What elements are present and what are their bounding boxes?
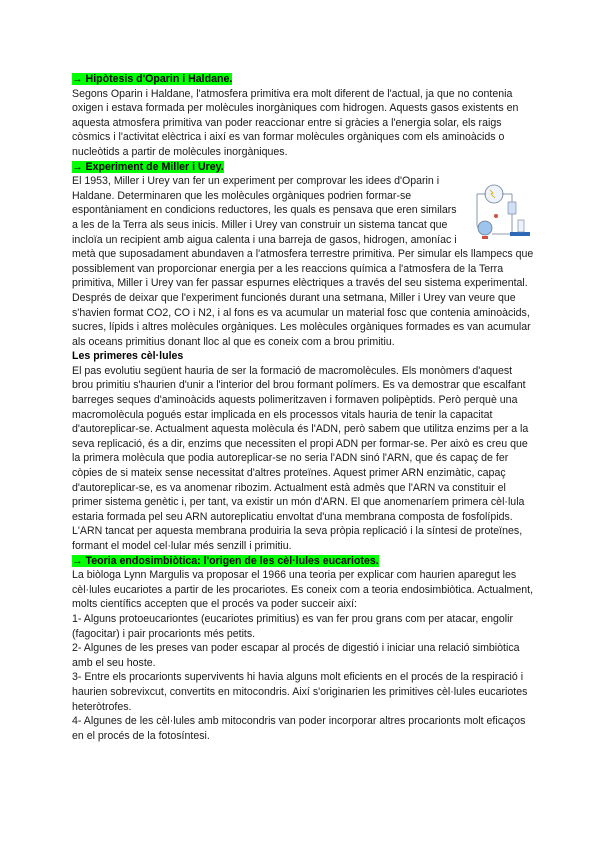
first-cells-paragraph: El pas evolutiu següent hauria de ser la formació de macromolècules. Els monòmers d'aquest brou primitiu s'haurien d'unir a l'interior del brou formant polímers. Es va demostrar que escalfant barreges seques d'aminoàcids aquests polimeritzaven i formaven polipèptids. Però perquè una macromolècula pogués estar implicada en els processos vitals hauria de tenir la capacitat d'autoreplicar-se. Actualment aquesta molècula és l'ADN, però sabem que utilitza enzims per a la seva replicació, és a dir, enzims que necessiten el propi ADN per formar-se. Per això es creu que la primera molècula que podia autoreplicar-se no seria l'ADN sinó l'ARN, que és capaç de fer còpies de si mateix sense necessitat d'altres proteïnes. Aquest primer ARN enzimàtic, capaç d'autoreplicar-se, es va anomenar ribozim. Actualment està admès que l'ARN va constituir el primer sistema genètic i, per tant, va existir un món d'ARN. El que anomenaríem primera cèl·lula estaria formada pel seu ARN autoreplicatiu envoltat d'una membrana composta de fosfolípids. L'ARN tancat per aquesta membrana produiria la seva pròpia replicació i la síntesi de proteïnes, formant el model cel·lular més senzill i primitiu. (72, 364, 529, 552)
miller-urey-apparatus-figure (472, 176, 534, 246)
endosymbiotic-intro: La biòloga Lynn Margulis va proposar el 1966 una teoria per explicar com haurien aparegut les cèl·lules eucariotes a partir de les procariotes. Es coneix com a teoria endosimbiòtica. Actualment, molts científics accepten que el procés va poder succeir així: (72, 569, 534, 611)
miller-heading-line (72, 160, 534, 175)
endosymbiotic-item: 4- Algunes de les cèl·lules amb mitocondris van poder incorporar altres procarionts molt eficaços en el procés de la fotosíntesi. (72, 715, 526, 742)
endosymbiotic-item: 1- Alguns protoeucariontes (eucariotes primitius) es van fer prou grans com per atacar, engolir (fagocitar) i pair procarionts més petits. (72, 612, 514, 640)
oparin-heading-line (72, 72, 534, 87)
apparatus-drawing (472, 176, 534, 246)
miller-paragraph: El 1953, Miller i Urey van fer un experiment per comprovar les idees d'Oparin i Haldane. Determinaren que les molècules orgàniques podrien formar-se espontàniament en condicions reductores, les quals es pensava que eren similars a les de la Terra als seus inicis. Miller i Urey van construir un sistema tancat que incloïa un recipient amb aigua calenta i una barreja de gasos, hidrogen, amoníac i metà que suposadament abundaven a l'atmosfera terrestre primitiva. Per simular els llampecs que possiblement van proporcionar energia per a les reaccions química a l'atmosfera de la Terra primitiva, Miller i Urey van fer passar espurnes elèctriques a través del seu sistema experimental. (72, 175, 534, 290)
oparin-paragraph: Segons Oparin i Haldane, l'atmosfera primitiva era molt diferent de l'actual, ja que no contenia oxigen i estava formada per molècules inorgàniques com hidrogen. Aquests gasos existents en aquesta atmosfera primitiva van poder reaccionar entre si gràcies a l'energia solar, els raigs còsmics i l'activitat elèctrica i així es van formar molècules orgàniques com els aminoàcids o nucleòtids a partir de molècules inorgàniques. (72, 87, 519, 158)
endosymbiotic-heading: → Teoria endosimbiòtica: l'origen de les cèl·lules eucariotes. (72, 554, 379, 567)
endosymbiotic-item: 2- Algunes de les preses van poder escapar al procés de digestió i iniciar una relació simbiòtica amb el seu hoste. (72, 642, 520, 669)
endosymbiotic-heading-line (72, 554, 534, 569)
oparin-heading: → Hipòtesis d'Oparin i Haldane. (72, 73, 233, 85)
miller-results-paragraph: Després de deixar que l'experiment funcionés durant una setmana, Miller i Urey van veure que s'havien format CO2, CO i N2, i al fons es va acumular un material fosc que contenia aminoàcids, sucres, lípids i altres molècules orgàniques. Les molècules orgàniques formades es van acumular als oceans primitius donant lloc al que es coneix com a brou primitiu. (72, 291, 531, 348)
first-cells-heading: Les primeres cèl·lules (72, 350, 184, 363)
endosymbiotic-item: 3- Entre els procarionts supervivents hi havia alguns molt eficients en el procés de la respiració i haurien sobrevixcut, convertits en mitocondris. Així s'originarien les primitives cèl·lules eucariotes heteròtrofes. (72, 671, 528, 713)
document-page (72, 72, 534, 743)
miller-heading: → Experiment de Miller i Urey. (72, 160, 224, 173)
